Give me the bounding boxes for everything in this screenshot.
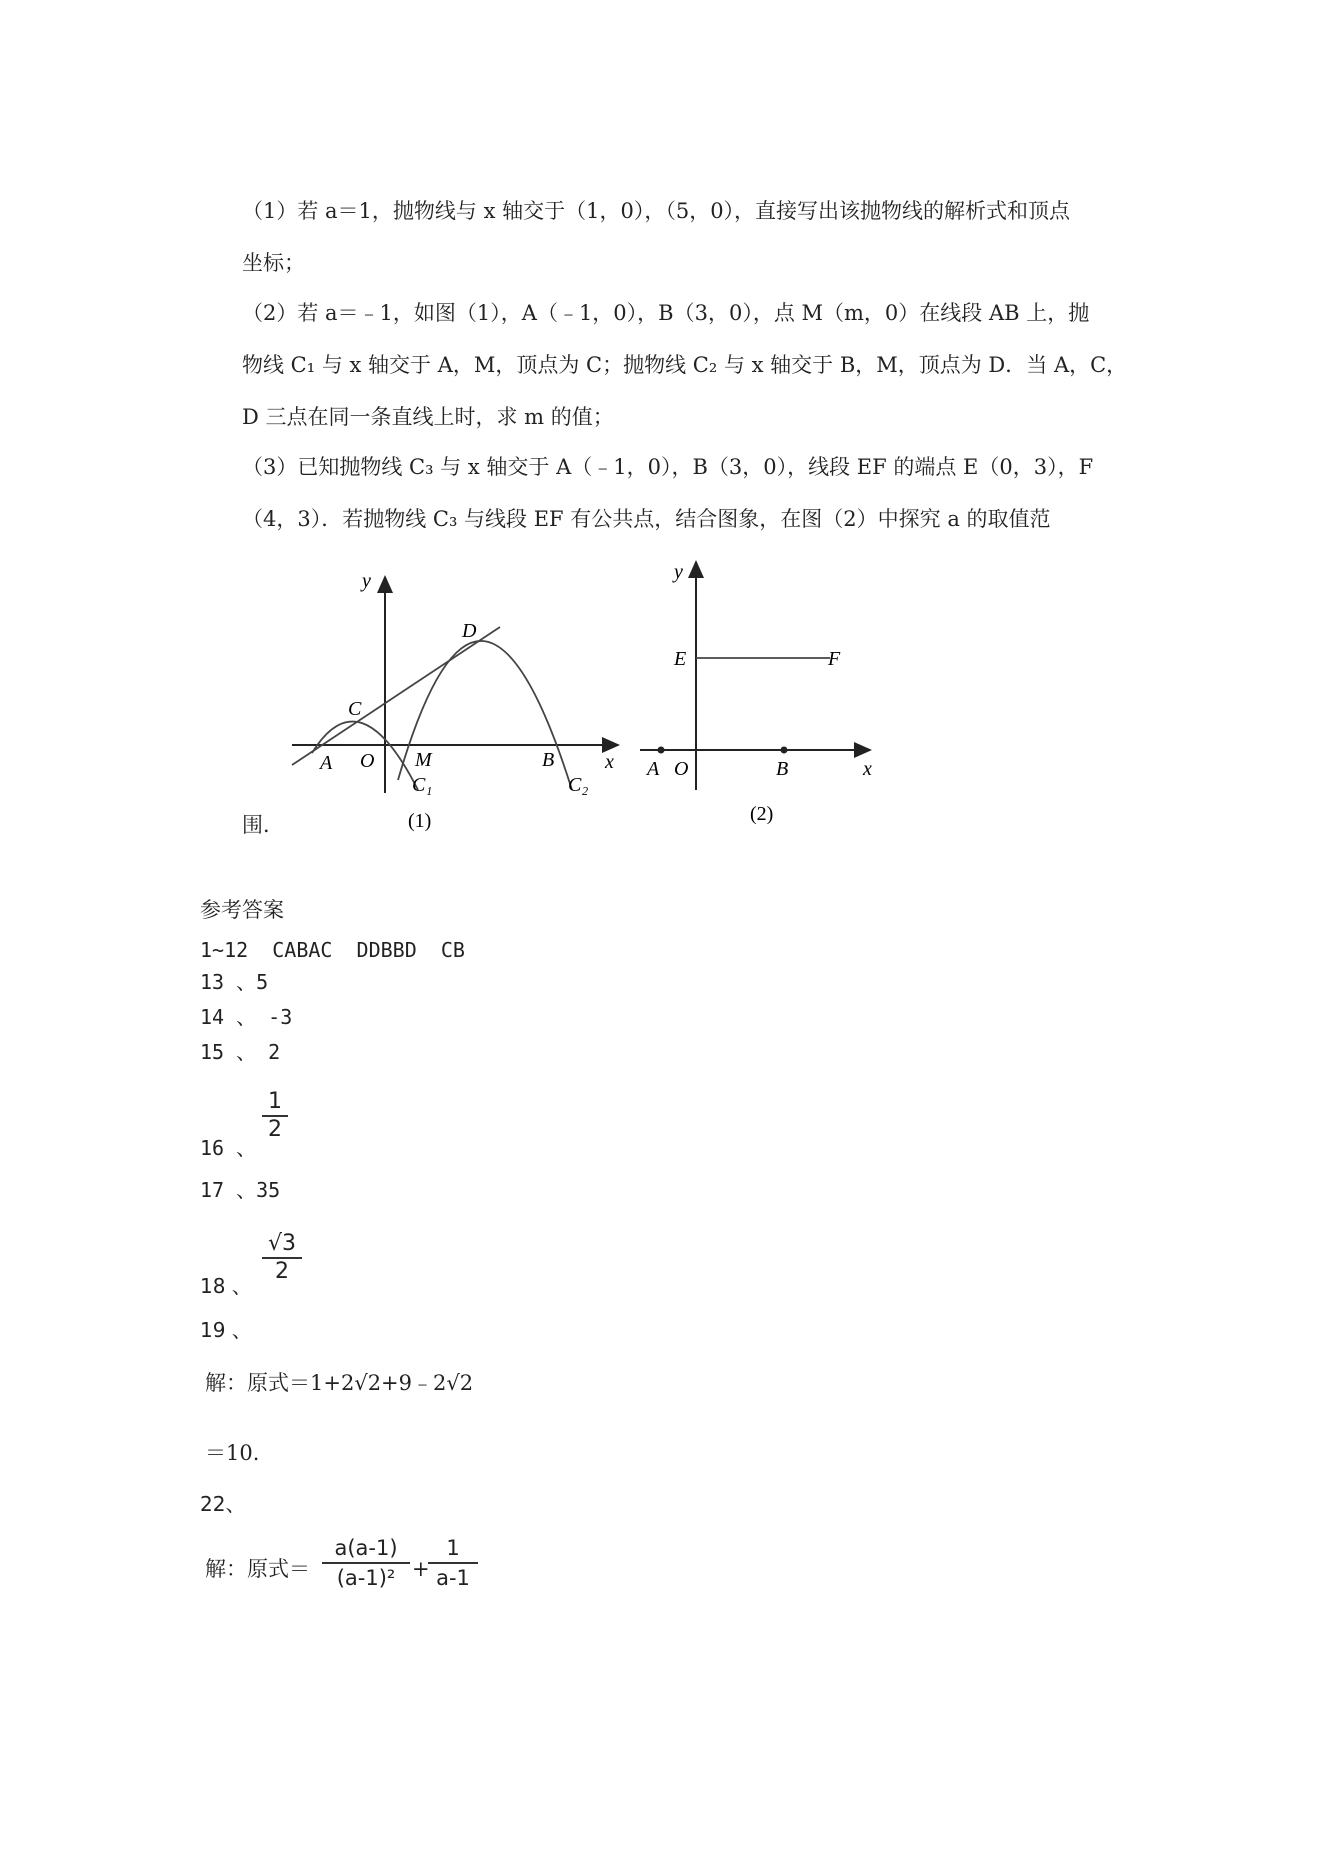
fig1-label-x: x (605, 751, 614, 773)
fig2-label-x: x (863, 758, 872, 780)
fig1-label-b: B (542, 749, 555, 771)
fig2-label-b: B (776, 758, 789, 780)
answer-16-label: 16 、 (200, 1136, 257, 1160)
question-part2-line2: 物线 C₁ 与 x 轴交于 A，M，顶点为 C；抛物线 C₂ 与 x 轴交于 B，M，顶点为 D．当 A，C， (242, 353, 1128, 377)
answer-19-line2: ＝10. (205, 1441, 260, 1465)
fig1-label-c: C (348, 698, 362, 720)
fig2-point-a (658, 747, 665, 754)
fig2-label-y: y (674, 561, 683, 583)
question-part1-line2: 坐标； (242, 251, 305, 275)
answer-22-plus: + (412, 1557, 430, 1581)
question-part2-line1: （2）若 a＝﹣1，如图（1），A（﹣1，0），B（3，0），点 M（m，0）在线段 AB 上，抛 (242, 301, 1090, 325)
answer-22-fraction-2 (428, 1535, 478, 1591)
answer-22-label: 22、 (200, 1492, 246, 1516)
answer-22-prefix: 解：原式＝ (205, 1557, 310, 1581)
answer-22-numerator-2: 1 (446, 1536, 460, 1560)
fig2-label-e: E (674, 648, 687, 670)
question-part3-line1: （3）已知抛物线 C₃ 与 x 轴交于 A（﹣1，0），B（3，0），线段 EF 的端点 E（0，3），F (242, 455, 1094, 479)
answer-13: 13 、5 (200, 970, 269, 994)
answer-18-denominator: 2 (275, 1259, 289, 1284)
answer-15: 15 、 2 (200, 1040, 281, 1064)
figure-2 (630, 550, 890, 835)
answer-16-numerator: 1 (268, 1089, 282, 1114)
fig2-caption: (2) (750, 803, 774, 825)
fig2-point-b (781, 747, 788, 754)
answer-14: 14 、 -3 (200, 1005, 293, 1029)
fig1-label-m: M (415, 749, 432, 771)
fig2-label-a: A (647, 758, 660, 780)
answer-22-denominator-1: (a-1)² (336, 1566, 396, 1590)
question-part3-line3: 围． (242, 813, 284, 837)
answers-heading: 参考答案 (200, 898, 284, 922)
answer-16-denominator: 2 (268, 1117, 282, 1142)
fig1-label-a: A (320, 752, 333, 774)
answer-22-denominator-2: a-1 (436, 1566, 470, 1590)
answers-1-12: 1~12 CABAC DDBBD CB (200, 938, 465, 962)
question-part2-line3: D 三点在同一条直线上时，求 m 的值； (242, 405, 614, 429)
answer-18-fraction (262, 1232, 302, 1284)
fig1-label-y: y (362, 570, 371, 592)
answer-19-label: 19 、 (200, 1318, 252, 1342)
fig1-label-d: D (462, 620, 477, 642)
fig1-label-c1: C₁ (412, 774, 433, 796)
answer-16-fraction (262, 1090, 288, 1142)
fig2-label-f: F (828, 648, 841, 670)
figure-1 (280, 565, 630, 835)
fig1-label-o: O (360, 750, 375, 772)
answer-22-fraction-1 (322, 1535, 410, 1591)
fig2-label-o: O (674, 758, 689, 780)
answer-18-label: 18 、 (200, 1274, 252, 1298)
answer-17: 17 、35 (200, 1178, 281, 1202)
fig1-caption: (1) (408, 810, 432, 832)
answer-22-numerator-1: a(a-1) (334, 1536, 398, 1560)
answer-19-line1: 解：原式＝1+2√2+9﹣2√2 (205, 1371, 474, 1395)
answer-18-numerator: √3 (267, 1231, 296, 1256)
question-part1-line1: （1）若 a＝1，抛物线与 x 轴交于（1，0），（5，0），直接写出该抛物线的解析式和顶点 (242, 199, 1071, 223)
fig1-label-c2: C₂ (568, 774, 589, 796)
question-part3-line2: （4，3）．若抛物线 C₃ 与线段 EF 有公共点，结合图象，在图（2）中探究 a 的取值范 (242, 507, 1051, 531)
